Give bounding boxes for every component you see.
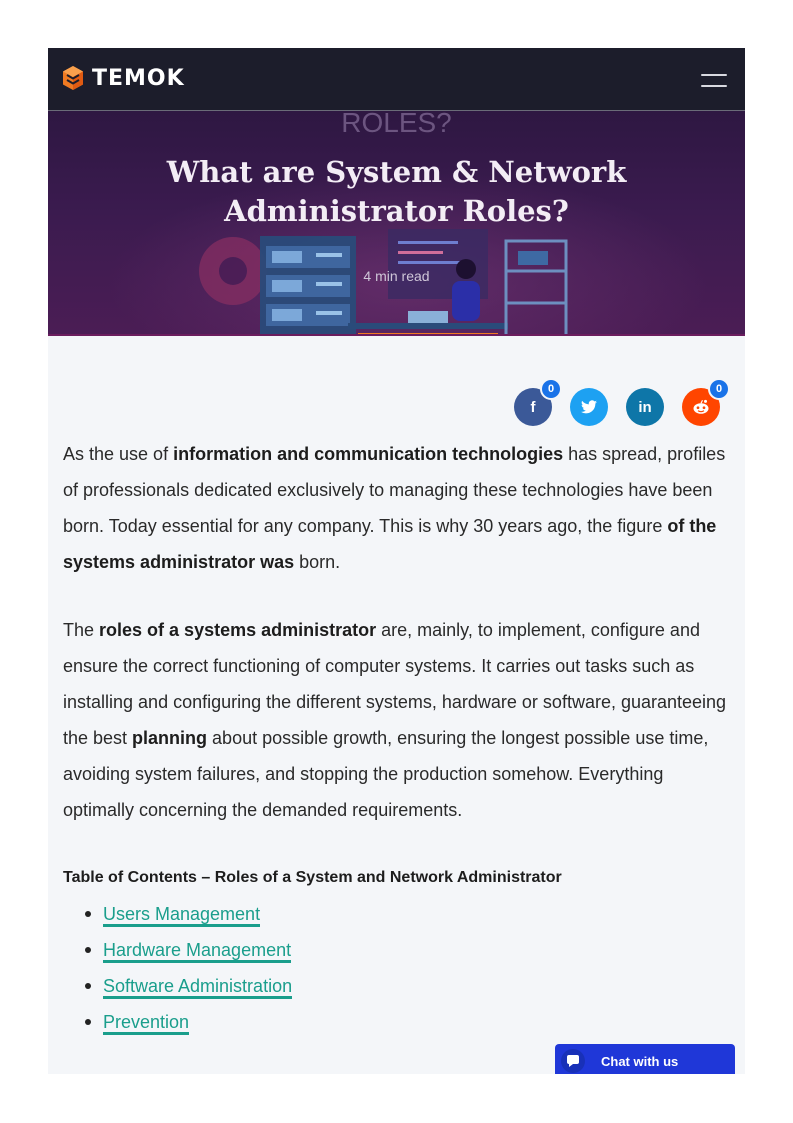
- hamburger-menu-icon[interactable]: [701, 72, 727, 88]
- reddit-share-button[interactable]: [682, 383, 723, 426]
- text: has spread, profiles of professionals dedicated exclusively to managing these technologies have been born. Today essential for any company. This is why 30 years ago, the figure: [63, 444, 726, 536]
- page: [48, 48, 745, 1074]
- bold-text: of the systems administrator was: [63, 516, 717, 572]
- toc-title: Table of Contents – Roles of a System and Network Administrator: [63, 869, 562, 886]
- linkedin-icon: in: [638, 398, 652, 416]
- site-logo[interactable]: [62, 65, 185, 91]
- site-header: [48, 48, 745, 111]
- text: born.: [294, 552, 341, 572]
- hero-ghost-text: ROLES?: [341, 111, 452, 138]
- twitter-icon: [581, 400, 597, 414]
- list-item: [85, 932, 733, 968]
- logo-text: TEMOK: [92, 65, 185, 91]
- text: are, mainly, to implement, configure and ensure the correct functioning of computer systems. It carries out tasks such as installing and configuring the different systems, hardware or software, guaranteeing the best: [63, 620, 727, 748]
- bold-text: planning: [132, 728, 208, 748]
- bold-text: information and communication technologies: [173, 444, 564, 464]
- article-paragraph: [63, 612, 733, 828]
- reddit-icon: [692, 399, 710, 415]
- server-rack: [260, 236, 356, 336]
- text: about possible growth, ensuring the longest possible use time, avoiding system failures, and stopping the production somehow. Everything optimally concerning the demanded requirements.: [63, 728, 709, 820]
- chat-bubble-icon: [561, 1049, 585, 1073]
- bold-text: roles of a systems administrator: [99, 620, 377, 640]
- text: As the use of: [63, 444, 174, 464]
- toc-link-hardware-management[interactable]: Hardware Management: [103, 940, 291, 963]
- table-of-contents: [85, 896, 733, 1040]
- linkedin-share-button[interactable]: [626, 388, 664, 426]
- list-item: [85, 1004, 733, 1040]
- toc-link-users-management[interactable]: Users Management: [103, 904, 260, 927]
- chat-label: Chat with us: [601, 1053, 679, 1069]
- chat-button[interactable]: [555, 1044, 735, 1074]
- twitter-share-button[interactable]: [570, 388, 608, 426]
- hero-banner: [48, 111, 745, 336]
- page-title: What are System & Network Administrator Roles?: [166, 155, 627, 228]
- cube-logo-icon: [62, 65, 84, 91]
- text: The: [63, 620, 100, 640]
- read-time: 4 min read: [363, 268, 430, 284]
- list-item: [85, 968, 733, 1004]
- list-item: [85, 896, 733, 932]
- toc-link-software-administration[interactable]: Software Administration: [103, 976, 292, 999]
- article-paragraph: [63, 436, 733, 580]
- share-count: 0: [540, 378, 562, 400]
- facebook-share-button[interactable]: [514, 383, 555, 426]
- article-body: [63, 436, 733, 1040]
- facebook-icon: f: [530, 398, 536, 416]
- share-count: 0: [708, 378, 730, 400]
- toc-link-prevention[interactable]: Prevention: [103, 1012, 189, 1035]
